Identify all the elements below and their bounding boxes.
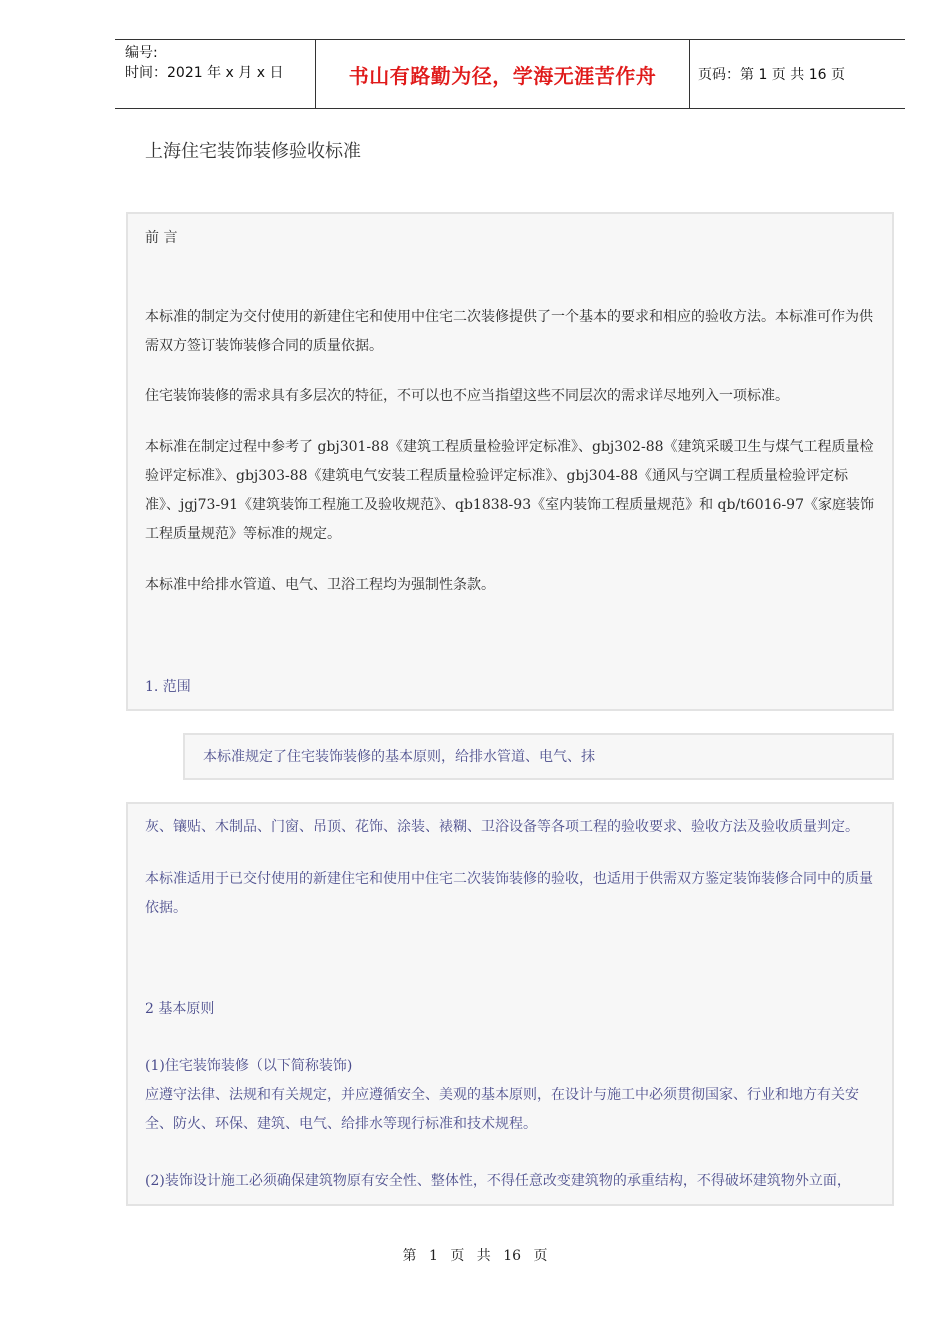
doc-date-label: 时间：2021 年 x 月 x 日 bbox=[125, 65, 284, 81]
scope-applicability-text: 本标准适用于已交付使用的新建住宅和使用中住宅二次装饰装修的验收，也适用于供需双方鉴定装饰装修合同中的质量依据。 bbox=[145, 871, 873, 916]
scope-body-panel bbox=[126, 802, 894, 1206]
gap bbox=[126, 711, 183, 802]
page-header bbox=[115, 39, 905, 109]
preface-heading: 前 言 bbox=[145, 230, 178, 246]
doc-number-label: 编号: bbox=[125, 45, 158, 61]
footer-page-unit: 页 bbox=[450, 1248, 465, 1264]
principle-item-title: (1)住宅装饰装修（以下简称装饰) bbox=[145, 1058, 353, 1074]
page-info-text: 页码：第 1 页 共 16 页 bbox=[698, 67, 845, 83]
preface-paragraph: 本标准的制定为交付使用的新建住宅和使用中住宅二次装修提供了一个基本的要求和相应的验收方法。本标准可作为供需双方签订装饰装修合同的质量依据。 bbox=[145, 309, 873, 354]
footer-total-unit: 页 bbox=[533, 1248, 548, 1264]
motto-text: 书山有路勤为径，学海无涯苦作舟 bbox=[348, 63, 657, 88]
section-heading-principles: 2 基本原则 bbox=[145, 1001, 215, 1017]
page-footer bbox=[0, 1245, 950, 1265]
footer-page-number: 1 bbox=[428, 1248, 438, 1264]
document-title: 上海住宅装饰装修验收标准 bbox=[145, 141, 361, 162]
header-page-info bbox=[690, 40, 905, 108]
preface-paragraph: 住宅装饰装修的需求具有多层次的特征，不可以也不应当指望这些不同层次的需求详尽地列入一项标准。 bbox=[145, 388, 789, 404]
principle-item: (2)装饰设计施工必须确保建筑物原有安全性、整体性，不得任意改变建筑物的承重结构，不得破坏建筑物外立面， bbox=[145, 1173, 851, 1189]
header-motto bbox=[316, 40, 690, 108]
scope-continuation-text: 灰、镶贴、木制品、门窗、吊顶、花饰、涂装、裱糊、卫浴设备等各项工程的验收要求、验收方法及验收质量判定。 bbox=[145, 819, 859, 835]
footer-total-number: 16 bbox=[503, 1248, 522, 1264]
preface-paragraph: 本标准在制定过程中参考了 gbj301-88《建筑工程质量检验评定标准》、gbj302-88《建筑采暖卫生与煤气工程质量检验评定标准》、gbj303-88《建筑电气安装工程质量检验评定标准》、gbj304-88《通风与空调工程质量检验评定标准》、jgj73-91《建筑装饰工程施工及验收规范》、qb1838-93《室内装饰工程质量规范》和 qb/t6016-97《家庭装饰工程质量规范》等标准的规定。 bbox=[145, 439, 874, 542]
section-heading-scope: 1. 范围 bbox=[145, 679, 191, 695]
footer-total-label: 共 bbox=[476, 1248, 491, 1264]
principle-item-body: 应遵守法律、法规和有关规定，并应遵循安全、美观的基本原则，在设计与施工中必须贯彻国家、行业和地方有关安全、防火、环保、建筑、电气、给排水等现行标准和技术规程。 bbox=[145, 1087, 859, 1132]
footer-page-label: 第 bbox=[402, 1248, 417, 1264]
preface-paragraph: 本标准中给排水管道、电气、卫浴工程均为强制性条款。 bbox=[145, 577, 495, 593]
header-meta bbox=[115, 40, 316, 108]
scope-indented-text: 本标准规定了住宅装饰装修的基本原则，给排水管道、电气、抹 bbox=[203, 749, 595, 765]
